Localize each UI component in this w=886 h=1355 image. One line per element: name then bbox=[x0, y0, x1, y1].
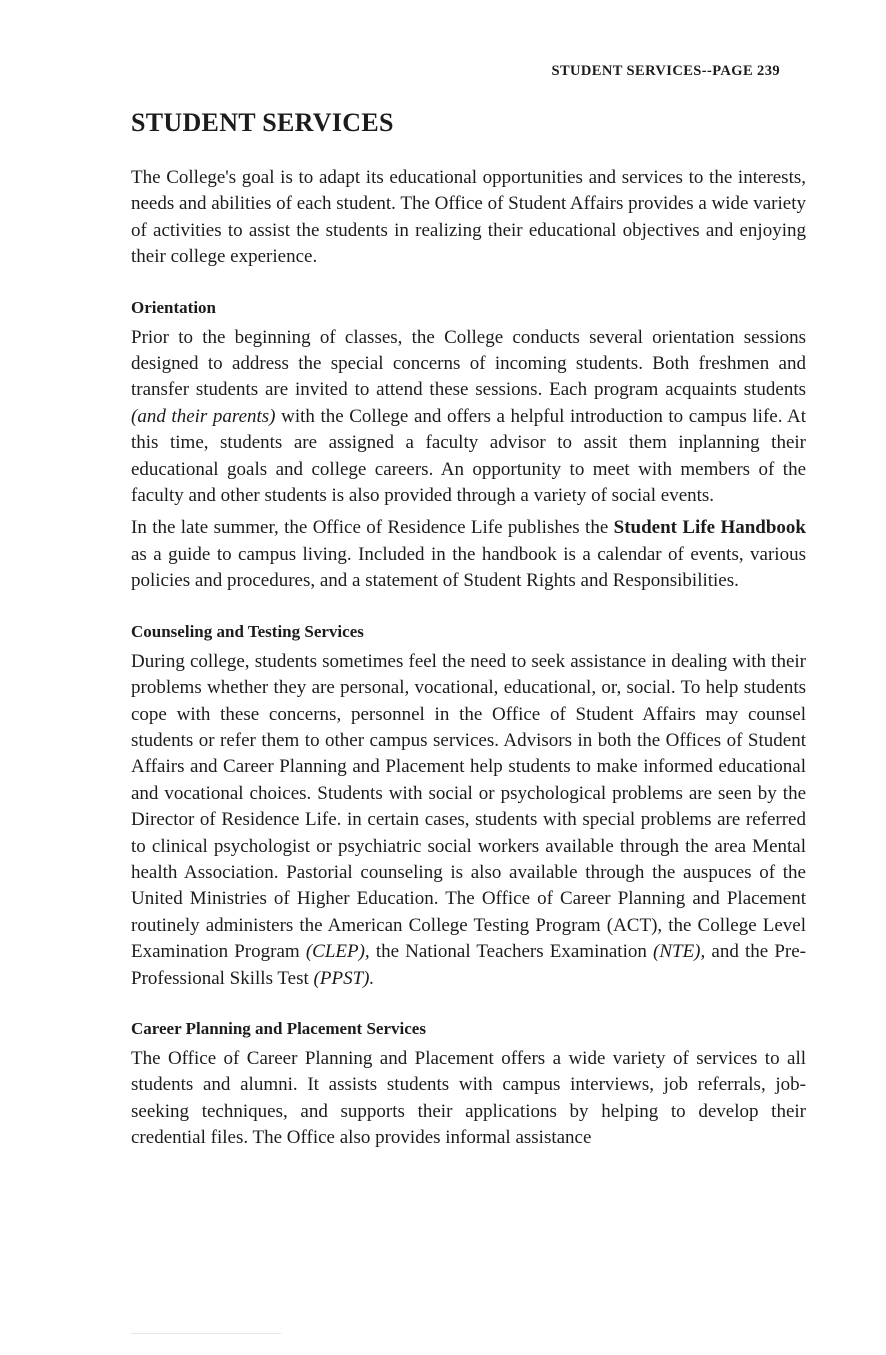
italic-text: (NTE), bbox=[653, 941, 706, 963]
page-title: STUDENT SERVICES bbox=[131, 108, 394, 137]
italic-text: (PPST). bbox=[313, 967, 375, 989]
bold-text: Student Life Handbook bbox=[613, 517, 806, 539]
section-heading-counseling: Counseling and Testing Services bbox=[131, 621, 364, 641]
scan-rule-mark bbox=[131, 1333, 281, 1334]
text-run: the National Teachers Examination bbox=[369, 941, 653, 963]
italic-text: (and their parents) bbox=[131, 405, 276, 427]
counseling-paragraph bbox=[131, 649, 806, 992]
text-run: In the late summer, the Office of Residence Life publishes the bbox=[131, 517, 614, 539]
orientation-paragraph-2 bbox=[131, 515, 806, 594]
text-run: and the Pre-Professional Skills Test bbox=[131, 941, 806, 989]
text-run: Prior to the beginning of classes, the College conducts several orientation sessions designed to address the special concerns of incoming students. Both freshmen and transfer students are invited to attend these sessions. Each program acquaints students bbox=[131, 326, 806, 401]
running-header: STUDENT SERVICES--PAGE 239 bbox=[551, 63, 780, 79]
career-paragraph: The Office of Career Planning and Placement offers a wide variety of services to all students and alumni. It assists students with campus interviews, job referrals, job-seeking techniques, and supports their applications by helping to develop their credential files. The Office also provides informal assistance bbox=[131, 1047, 806, 1149]
text-run: as a guide to campus living. Included in the handbook is a calendar of events, various policies and procedures, and a statement of Student Rights and Responsibilities. bbox=[131, 543, 806, 592]
text-run: with the College and offers a helpful introduction to campus life. At this time, students are assigned a faculty advisor to assit them inplanning their educational goals and college careers. An opportunity to meet with members of the faculty and other students is also provided through a variety of social events. bbox=[131, 405, 806, 507]
body-content bbox=[131, 165, 806, 1152]
intro-paragraph: The College's goal is to adapt its educational opportunities and services to the interests, needs and abilities of each student. The Office of Student Affairs provides a wide variety of activities to assist the students in realizing their educational objectives and enjoying their college experience. bbox=[131, 167, 806, 268]
orientation-paragraph-1 bbox=[131, 325, 806, 510]
italic-text: (CLEP), bbox=[305, 941, 370, 963]
section-heading-orientation: Orientation bbox=[131, 297, 216, 317]
text-run: During college, students sometimes feel the need to seek assistance in dealing with their problems whether they are personal, vocational, educational, or, social. To help students cope with these concerns, personnel in the Office of Student Affairs may counsel students or refer them to other campus services. Advisors in both the Offices of Student Affairs and Career Planning and Placement help students to make informed educational and vocational choices. Students with social or psychological problems are seen by the Director of Residence Life. in certain cases, students with special problems are referred to clinical psychologist or psychiatric social workers available through the area Mental health Association. Pastorial counseling is also available through the auspuces of the United Ministries of Higher Education. The Office of Career Planning and Placement routinely administers the American College Testing Program (ACT), the College Level Examination Program bbox=[131, 650, 806, 963]
section-heading-career: Career Planning and Placement Services bbox=[131, 1018, 426, 1038]
